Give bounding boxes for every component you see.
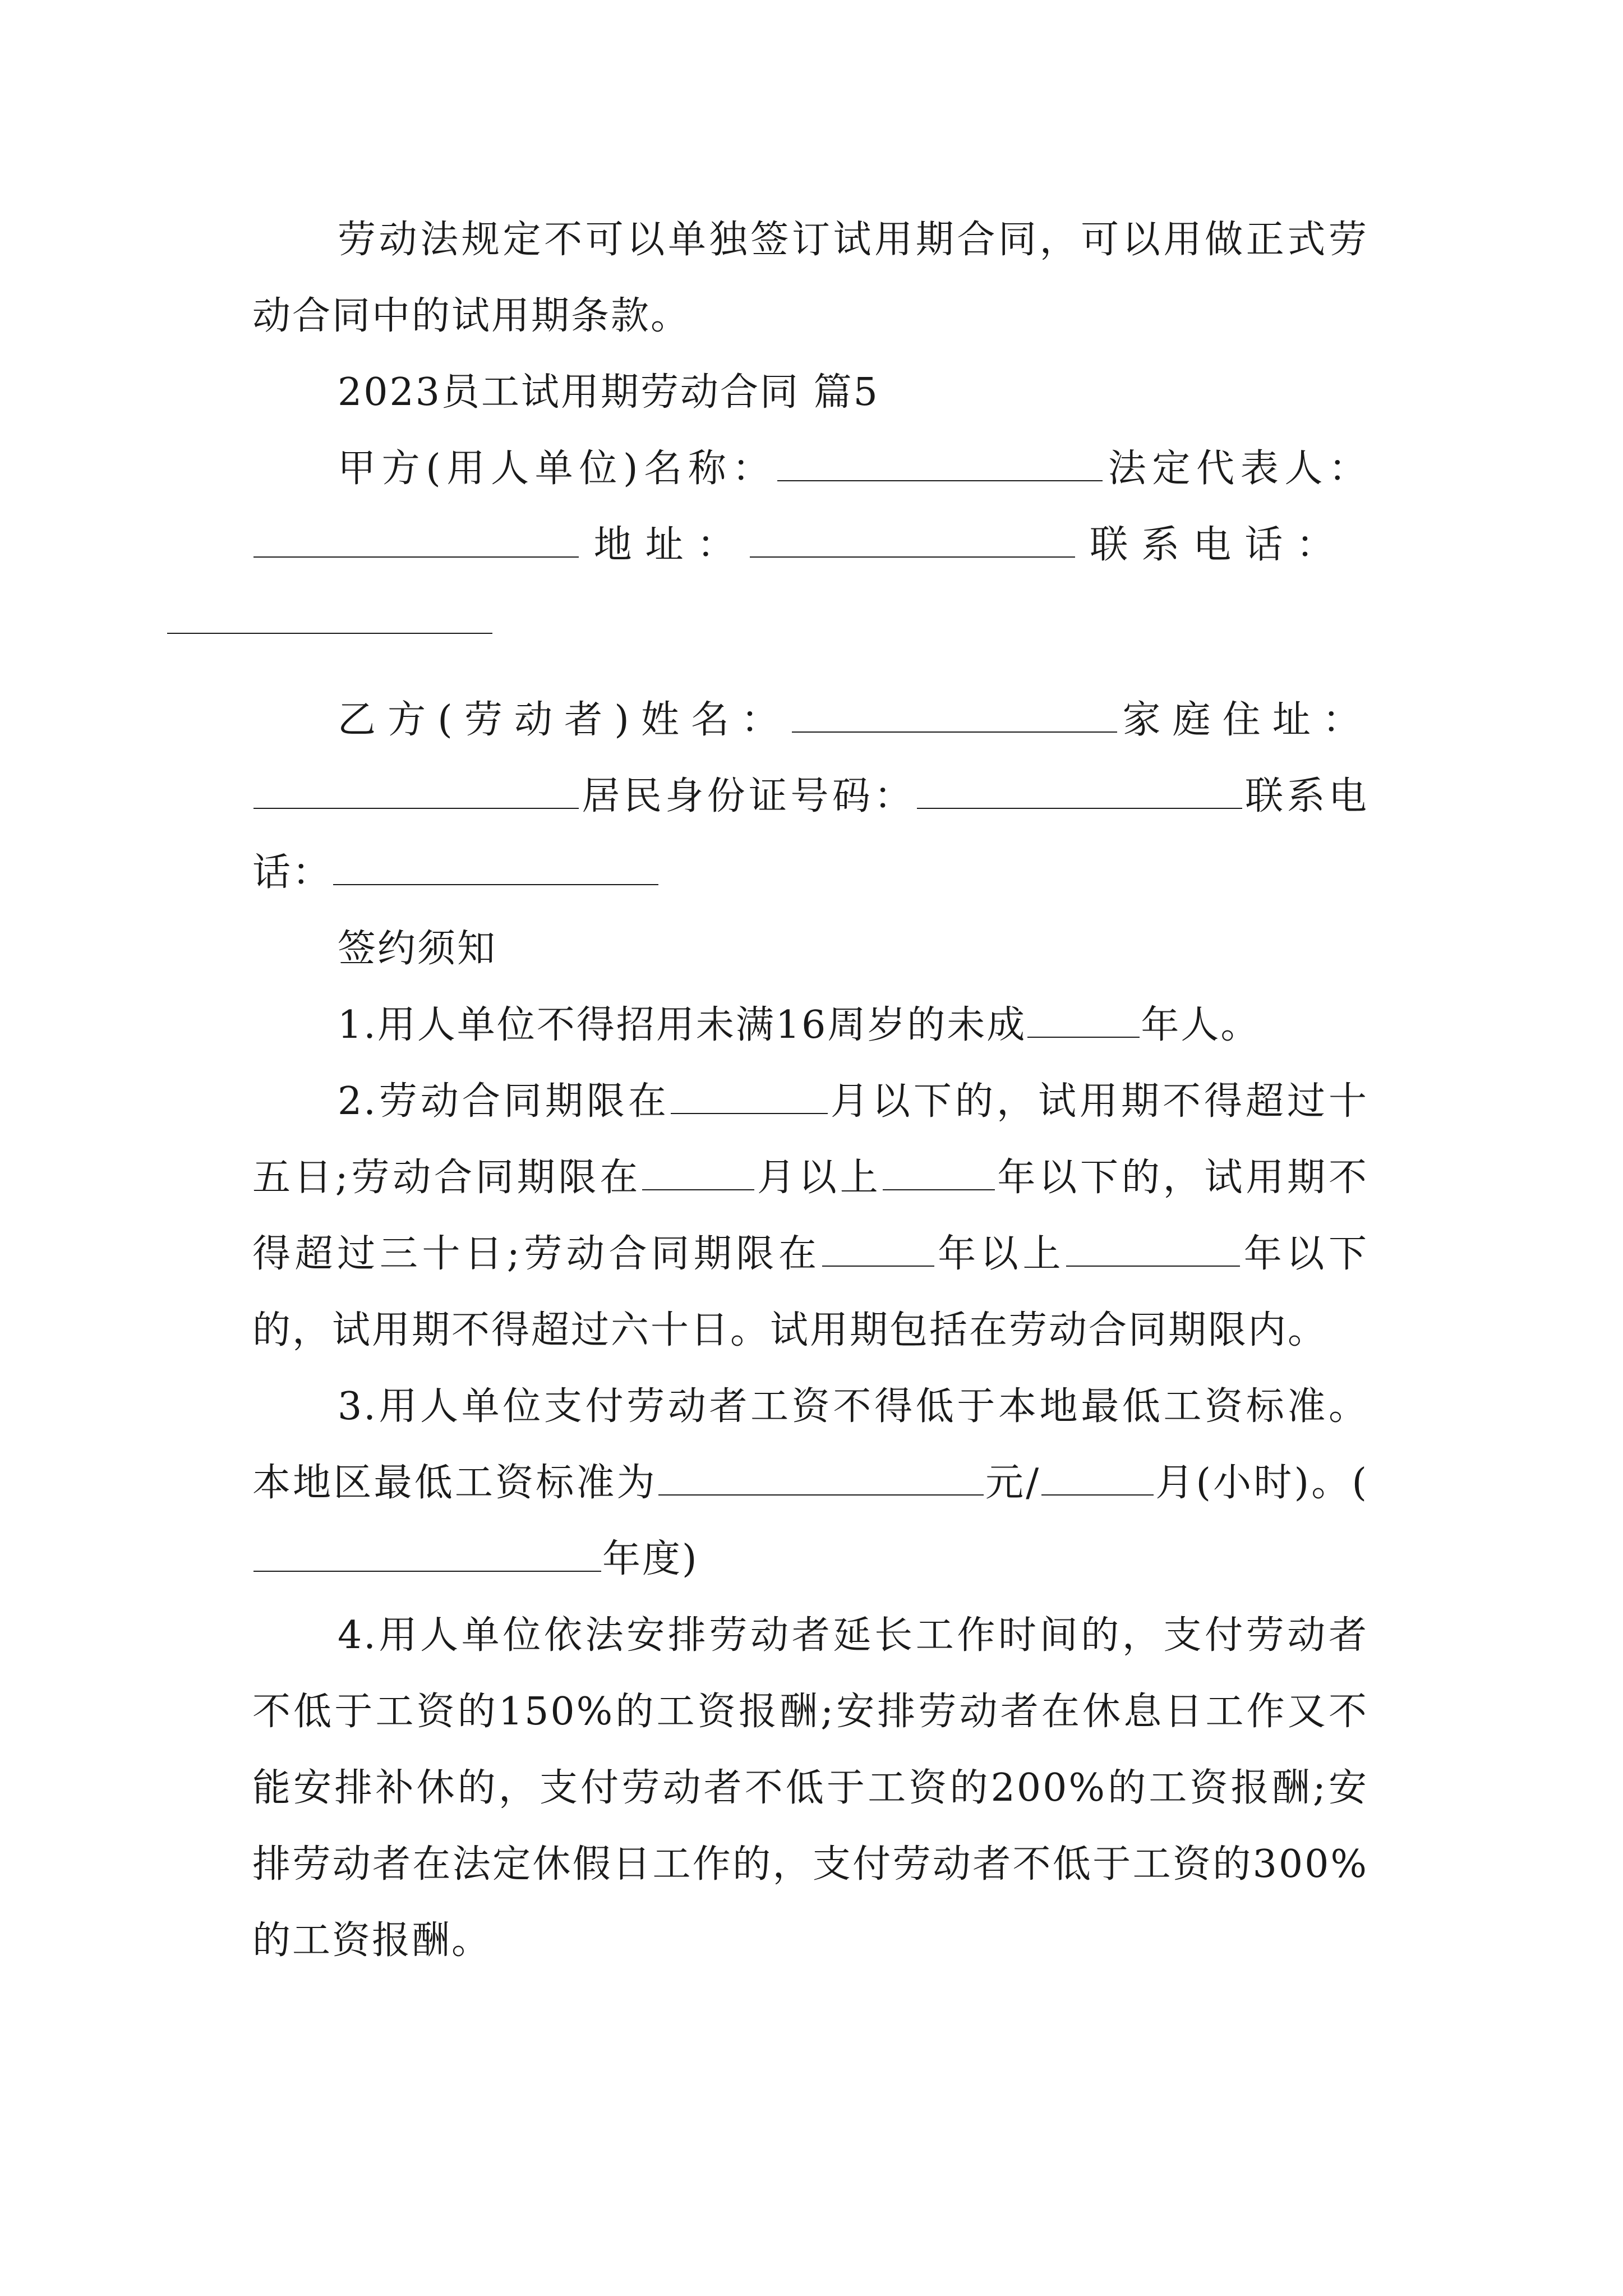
clause-2-text-d: 年以下的，试用期不得超过三十日;劳动合同期限在 [252, 1156, 1368, 1276]
clause-2-text-a: 2.劳动合同期限在 [338, 1079, 670, 1124]
document-body [252, 202, 1368, 1979]
party-a-address-label: 地址： [593, 523, 749, 567]
clause-4: 4.用人单位依法安排劳动者延长工作时间的，支付劳动者不低于工资的150%的工资报酬;安排劳动者在休息日工作又不能安排补休的，支付劳动者不低于工资的200%的工资报酬;安排劳动者在法定休假日工作的，支付劳动者不低于工资的300%的工资报酬。 [252, 1613, 1368, 1963]
clause-3-blank-3 [253, 1542, 601, 1572]
party-b-home-blank [253, 779, 579, 809]
party-b-name-label: 乙方(劳动者)姓名： [338, 698, 791, 742]
clause-3-text-a: 3.用人单位支付劳动者工资不得低于本地最低工资标准。本地区最低工资标准为 [252, 1384, 1368, 1505]
clause-2-blank-3 [883, 1160, 995, 1190]
clause-2-text-c: 月以上 [755, 1156, 882, 1200]
contract-heading: 2023员工试用期劳动合同 篇5 [338, 370, 879, 415]
clause-1-text: 1.用人单位不得招用未满16周岁的未成 [338, 1003, 1027, 1047]
clause-3 [252, 1369, 1368, 1598]
clause-2-text-b: 月以下的，试用期不得超过十五日;劳动合同期限在 [252, 1079, 1368, 1200]
party-a-name-blank [777, 451, 1103, 481]
clause-2-text-e: 年以上 [935, 1232, 1066, 1276]
party-b-name-blank [792, 702, 1117, 733]
party-b-home-label: 家庭住址： [1118, 698, 1368, 742]
party-a-block [252, 431, 1368, 660]
clause-2-blank-1 [671, 1084, 828, 1114]
clause-2-blank-4 [822, 1236, 934, 1267]
clause-1-text-end: 年人。 [1141, 1003, 1261, 1047]
party-b-phone-label-cont: 话： [252, 850, 333, 895]
party-a-phone-label: 联系电话： [1090, 523, 1348, 567]
clause-2-blank-2 [642, 1160, 754, 1190]
party-a-name-label: 甲方(用人单位)名称： [338, 447, 777, 491]
clause-3-text-b: 元/ [984, 1461, 1041, 1505]
clause-2-blank-5 [1066, 1236, 1240, 1267]
party-b-phone-blank [333, 855, 658, 885]
clause-1-blank [1027, 1007, 1140, 1038]
clause-2 [252, 1064, 1368, 1369]
party-b-id-label: 居民身份证号码： [580, 774, 916, 818]
party-a-rep-label: 法定代表人： [1104, 447, 1368, 491]
intro-paragraph: 劳动法规定不可以单独签订试用期合同，可以用做正式劳动合同中的试用期条款。 [252, 218, 1368, 338]
clause-3-text-d: 年度) [602, 1537, 699, 1581]
clause-1 [252, 987, 1368, 1064]
party-a-rep-blank [253, 527, 579, 558]
clause-2-text-f: 年以下的，试用期不得超过六十日。试用期包括在劳动合同期限内。 [252, 1232, 1368, 1352]
party-b-phone-label: 联系电 [1243, 774, 1368, 818]
clause-3-text-c: 月(小时)。( [1155, 1461, 1368, 1505]
party-b-block [252, 682, 1368, 911]
party-a-phone-blank [167, 604, 492, 634]
party-b-id-blank [917, 779, 1242, 809]
notice-title: 签约须知 [338, 927, 497, 971]
clause-3-blank-1 [658, 1465, 984, 1496]
party-a-address-blank [750, 527, 1075, 558]
clause-3-blank-2 [1041, 1465, 1154, 1496]
